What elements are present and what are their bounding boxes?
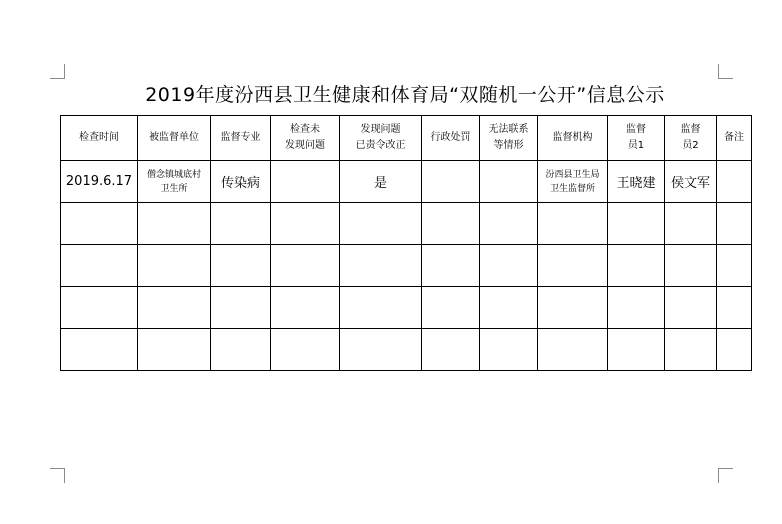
empty-cell (665, 203, 717, 245)
table-row (61, 287, 752, 329)
empty-cell (138, 329, 211, 371)
specialty-cell: 传染病 (211, 161, 271, 203)
header-cell: 监督 员2 (665, 116, 717, 161)
empty-cell (422, 203, 480, 245)
empty-cell (271, 203, 340, 245)
penalty-cell (422, 161, 480, 203)
empty-cell (138, 203, 211, 245)
remark-cell (717, 161, 752, 203)
empty-cell (608, 245, 665, 287)
inspector2-cell: 侯文军 (665, 161, 717, 203)
crop-mark-top-right (718, 64, 733, 79)
empty-cell (717, 329, 752, 371)
empty-cell (61, 287, 138, 329)
header-cell: 被监督单位 (138, 116, 211, 161)
header-cell: 监督机构 (538, 116, 608, 161)
empty-cell (271, 287, 340, 329)
empty-cell (538, 203, 608, 245)
empty-cell (138, 245, 211, 287)
empty-cell (211, 245, 271, 287)
empty-cell (665, 245, 717, 287)
header-row (61, 116, 752, 161)
empty-cell (340, 287, 422, 329)
table-row (61, 161, 752, 203)
inspection-date-cell: 2019.6.17 (61, 161, 138, 203)
document-title: 2019年度汾西县卫生健康和体育局“双随机一公开”信息公示 (145, 84, 665, 106)
header-cell: 监督 员1 (608, 116, 665, 161)
empty-cell (717, 287, 752, 329)
empty-cell (717, 203, 752, 245)
inspector1-cell: 王晓建 (608, 161, 665, 203)
empty-cell (211, 203, 271, 245)
empty-cell (422, 329, 480, 371)
empty-cell (61, 245, 138, 287)
empty-cell (608, 203, 665, 245)
empty-cell (665, 287, 717, 329)
empty-cell (480, 287, 538, 329)
table-row (61, 203, 752, 245)
empty-cell (717, 245, 752, 287)
empty-cell (340, 245, 422, 287)
empty-cell (538, 287, 608, 329)
header-cell: 监督专业 (211, 116, 271, 161)
no-problem-cell (271, 161, 340, 203)
table-row (61, 329, 752, 371)
crop-mark-bottom-left (50, 468, 65, 483)
unreachable-cell (480, 161, 538, 203)
empty-cell (61, 329, 138, 371)
header-cell: 发现问题 已责令改正 (340, 116, 422, 161)
supervised-unit-cell: 僧念镇城底村 卫生所 (138, 161, 211, 203)
empty-cell (61, 203, 138, 245)
empty-cell (271, 245, 340, 287)
empty-cell (422, 245, 480, 287)
crop-mark-bottom-right (718, 468, 733, 483)
header-cell: 无法联系 等情形 (480, 116, 538, 161)
empty-cell (211, 329, 271, 371)
crop-mark-top-left (50, 64, 65, 79)
empty-cell (480, 245, 538, 287)
empty-cell (538, 329, 608, 371)
agency-cell: 汾西县卫生局 卫生监督所 (538, 161, 608, 203)
header-cell: 检查未 发现问题 (271, 116, 340, 161)
empty-cell (480, 203, 538, 245)
empty-cell (340, 203, 422, 245)
header-cell: 备注 (717, 116, 752, 161)
empty-cell (608, 329, 665, 371)
empty-cell (422, 287, 480, 329)
corrected-cell: 是 (340, 161, 422, 203)
empty-cell (340, 329, 422, 371)
empty-cell (608, 287, 665, 329)
empty-cell (271, 329, 340, 371)
empty-cell (138, 287, 211, 329)
empty-cell (480, 329, 538, 371)
empty-cell (211, 287, 271, 329)
table-row (61, 245, 752, 287)
header-cell: 行政处罚 (422, 116, 480, 161)
notice-table (60, 115, 752, 371)
empty-cell (538, 245, 608, 287)
empty-cell (665, 329, 717, 371)
header-cell: 检查时间 (61, 116, 138, 161)
